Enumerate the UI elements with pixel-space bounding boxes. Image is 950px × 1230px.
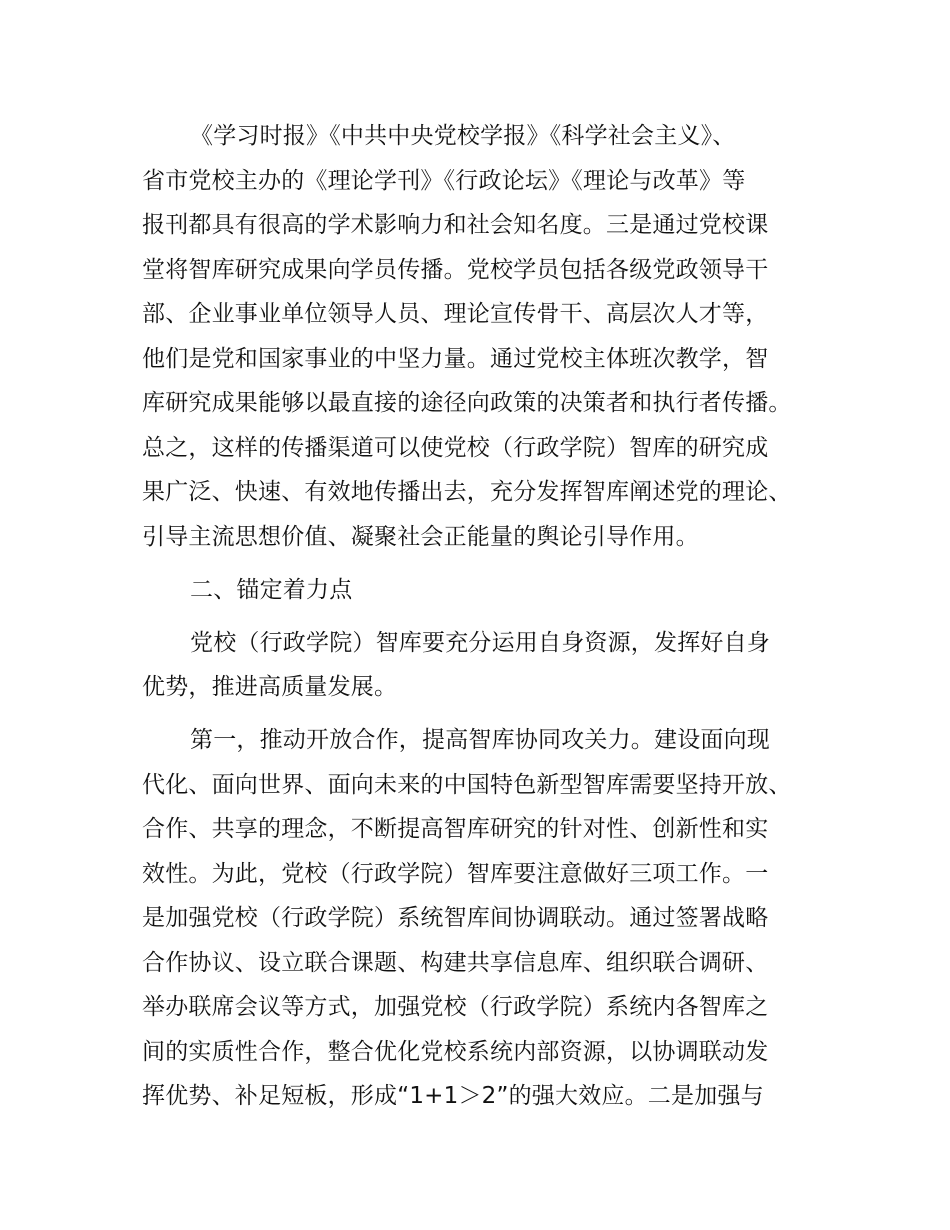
paragraph-line: 间的实质性合作，整合优化党校系统内部资源，以协调联动发 <box>142 1039 769 1065</box>
section-heading: 二、锚定着力点 <box>190 577 353 603</box>
paragraph-line: 报刊都具有很高的学术影响力和社会知名度。三是通过党校课 <box>142 212 769 238</box>
paragraph-line: 优势，推进高质量发展。 <box>142 674 398 700</box>
paragraph-line: 《学习时报》《中共中央党校学报》《科学社会主义》、 <box>190 123 736 149</box>
paragraph-line: 代化、面向世界、面向未来的中国特色新型智库需要坚持开放、 <box>142 772 792 798</box>
paragraph-line: 效性。为此，党校（行政学院）智库要注意做好三项工作。一 <box>142 861 769 887</box>
paragraph-line: 合作协议、设立联合课题、构建共享信息库、组织联合调研、 <box>142 950 769 976</box>
paragraph-line: 挥优势、补足短板，形成“1+1＞2”的强大效应。二是加强与 <box>142 1083 764 1109</box>
paragraph-line: 果广泛、快速、有效地传播出去，充分发挥智库阐述党的理论、 <box>142 479 792 505</box>
paragraph-line: 库研究成果能够以最直接的途径向政策的决策者和执行者传播。 <box>142 390 792 416</box>
paragraph-line: 部、企业事业单位领导人员、理论宣传骨干、高层次人才等， <box>142 301 769 327</box>
paragraph-line: 引导主流思想价值、凝聚社会正能量的舆论引导作用。 <box>142 524 699 550</box>
paragraph-line: 是加强党校（行政学院）系统智库间协调联动。通过签署战略 <box>142 905 769 931</box>
paragraph-line: 举办联席会议等方式，加强党校（行政学院）系统内各智库之 <box>142 994 769 1020</box>
paragraph-line: 合作、共享的理念，不断提高智库研究的针对性、创新性和实 <box>142 816 769 842</box>
paragraph-line: 他们是党和国家事业的中坚力量。通过党校主体班次教学，智 <box>142 346 769 372</box>
paragraph-line: 省市党校主办的《理论学刊》《行政论坛》《理论与改革》等 <box>142 168 746 194</box>
paragraph-line: 堂将智库研究成果向学员传播。党校学员包括各级党政领导干 <box>142 257 769 283</box>
paragraph-line: 总之，这样的传播渠道可以使党校（行政学院）智库的研究成 <box>142 435 769 461</box>
paragraph-line: 党校（行政学院）智库要充分运用自身资源，发挥好自身 <box>190 630 770 656</box>
paragraph-line: 第一，推动开放合作，提高智库协同攻关力。建设面向现 <box>190 727 770 753</box>
